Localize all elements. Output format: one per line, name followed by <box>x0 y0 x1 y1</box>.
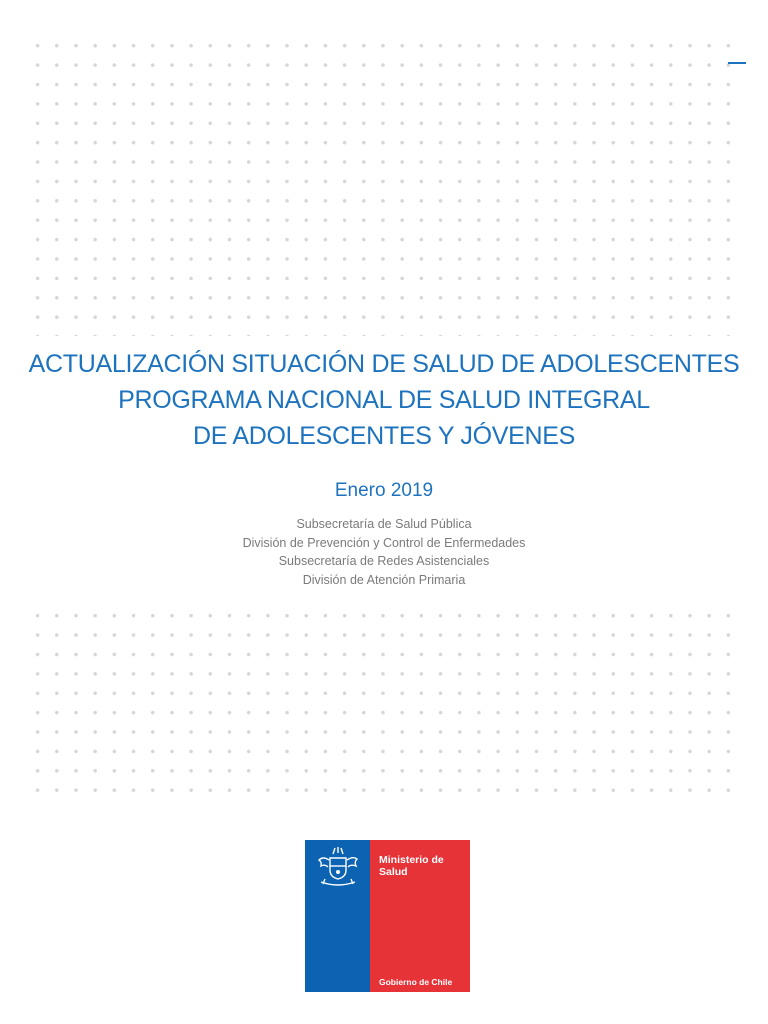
corner-accent-line <box>728 62 746 64</box>
organization-line-1: Subsecretaría de Salud Pública <box>296 517 472 531</box>
organization-line-4: División de Atención Primaria <box>302 572 466 587</box>
dot-pattern-top <box>28 36 740 336</box>
logo-red-panel <box>370 840 470 992</box>
ministry-logo <box>305 840 470 992</box>
title-line-3: DE ADOLESCENTES Y JÓVENES <box>193 422 575 450</box>
organization-line-3: Subsecretaría de Redes Asistenciales <box>278 554 490 568</box>
logo-ministry-name: Ministerio de Salud <box>379 854 444 878</box>
chile-coat-of-arms-icon <box>313 846 363 890</box>
document-title <box>0 346 768 454</box>
title-line-1: ACTUALIZACIÓN SITUACIÓN DE SALUD DE ADOLESCENTES <box>28 350 740 378</box>
logo-blue-panel <box>305 840 370 992</box>
organization-line-2: División de Prevención y Control de Enfermedades <box>242 535 526 550</box>
dot-pattern-bottom <box>28 606 740 806</box>
publication-date: Enero 2019 <box>334 480 434 501</box>
organization-list <box>0 515 768 589</box>
title-line-2: PROGRAMA NACIONAL DE SALUD INTEGRAL <box>118 386 650 414</box>
logo-government-name: Gobierno de Chile <box>379 977 453 987</box>
